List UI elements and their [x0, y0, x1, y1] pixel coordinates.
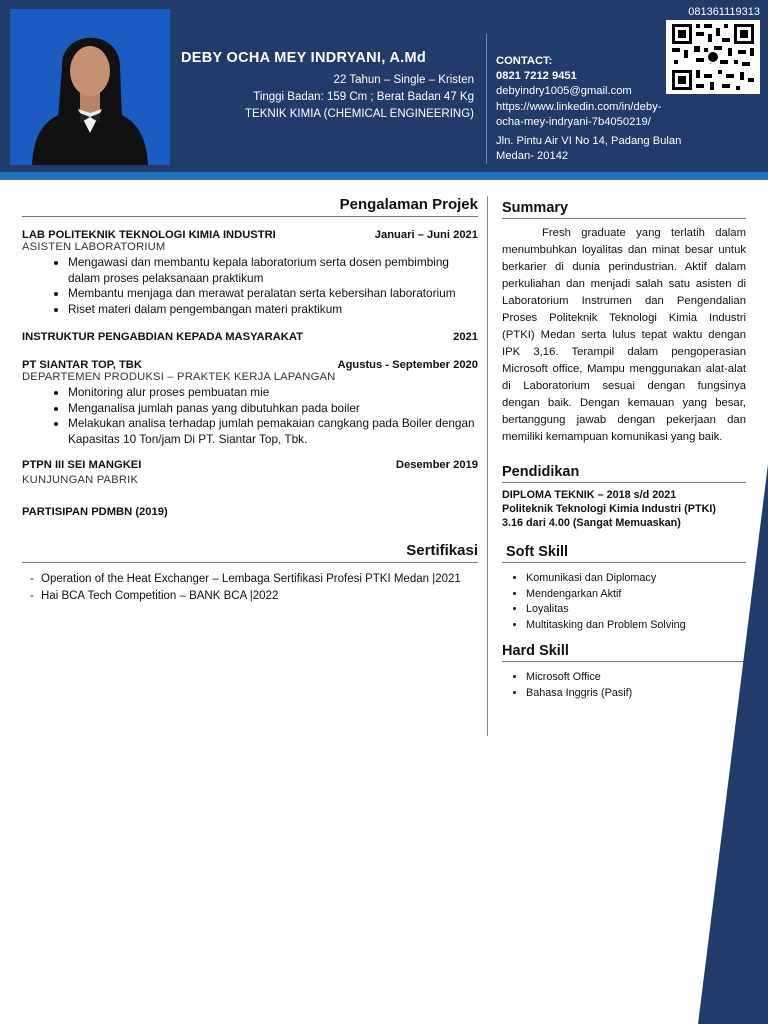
bio-block — [245, 72, 474, 123]
list-item: • Bahasa Inggris (Pasif) — [526, 686, 746, 702]
bio-line-age-status: 22 Tahun – Single – Kristen — [333, 74, 474, 86]
list-item: • Loyalitas — [526, 602, 746, 618]
corner-triangle-decoration — [698, 464, 768, 1024]
certifications-title: Sertifikasi — [22, 542, 478, 563]
education-gpa: 3.16 dari 4.00 (Sangat Memuaskan) — [502, 516, 681, 529]
column-divider — [487, 196, 488, 736]
top-phone-number: 081361119313 — [688, 6, 760, 18]
summary-title: Summary — [502, 200, 746, 219]
contact-address-2: Medan- 20142 — [496, 150, 569, 163]
list-item: • Membantu menjaga dan merawat peralatan serta kebersihan laboratorium — [68, 286, 478, 302]
summary-text: Fresh graduate yang terlatih dalam menumbuhkan loyalitas dan minat besar untuk berkarier di dunia perindustrian. Aktif dalam perkuliahan dan menjadi salah satu asisten di Laboratorium Instrumen dan Pengendalian Proses Politeknik Teknologi Kimia Industri (PTKI) Medan serta lulus tepat waktu dengan IPK 3,16. Terampil dalam pengoperasian Microsoft office, Mampu menggunakan alat-alat di Laboratorium sesuai dengan fungsinya dengan baik. Dengan kemauan yang besar, bertanggung jawab dengan pekerjaan dan memiliki kemampuan komunikasi yang baik. — [502, 227, 746, 443]
list-item: • Mengawasi dan membantu kepala laboratorium serta dosen pembimbing dalam proses pelaksanaan praktikum — [68, 255, 478, 286]
project-org: INSTRUKTUR PENGABDIAN KEPADA MASYARAKAT — [22, 331, 303, 343]
certifications-list — [22, 571, 478, 604]
list-item: • Menganalisa jumlah panas yang dibutuhkan pada boiler — [68, 401, 478, 417]
contact-email[interactable]: debyindry1005@gmail.com — [496, 85, 632, 98]
education-degree: DIPLOMA TEKNIK – 2018 s/d 2021 — [502, 489, 677, 501]
list-item: - Hai BCA Tech Competition – BANK BCA |2022 — [30, 588, 478, 605]
project-role: DEPARTEMEN PRODUKSI – PRAKTEK KERJA LAPANGAN — [22, 371, 336, 383]
contact-address-1: Jln. Pintu Air VI No 14, Padang Bulan — [496, 135, 682, 148]
project-item-header — [22, 331, 478, 343]
full-name: DEBY OCHA MEY INDRYANI, A.Md — [181, 50, 426, 66]
project-date: Januari – Juni 2021 — [374, 229, 478, 241]
qr-code-icon — [666, 20, 760, 94]
list-item: • Riset materi dalam pengembangan materi praktikum — [68, 302, 478, 318]
contact-linkedin-1[interactable]: https://www.linkedin.com/in/deby- — [496, 100, 662, 113]
bio-line-height-weight: Tinggi Badan: 159 Cm ; Berat Badan 47 Kg — [253, 91, 474, 103]
list-item: • Mendengarkan Aktif — [526, 587, 746, 603]
header-divider — [486, 34, 487, 164]
education-school: Politeknik Teknologi Kimia Industri (PTKI) — [502, 502, 716, 515]
project-role: ASISTEN LABORATORIUM — [22, 241, 166, 253]
project-item-header — [22, 229, 478, 241]
header-banner — [0, 0, 768, 172]
contact-block — [496, 54, 686, 164]
soft-skill-title: Soft Skill — [502, 544, 746, 563]
accent-stripe — [0, 172, 768, 180]
bio-line-major: TEKNIK KIMIA (CHEMICAL ENGINEERING) — [245, 108, 474, 120]
project-date: Desember 2019 — [395, 459, 478, 471]
project-org: PARTISIPAN PDMBN (2019) — [22, 506, 168, 518]
project-bullets — [22, 385, 478, 447]
list-item: • Microsoft Office — [526, 670, 746, 686]
project-date: Agustus - September 2020 — [337, 359, 478, 371]
contact-linkedin-2[interactable]: ocha-mey-indryani-7b4050219/ — [496, 115, 651, 128]
hard-skill-title: Hard Skill — [502, 643, 746, 662]
project-role: KUNJUNGAN PABRIK — [22, 474, 139, 486]
education-title: Pendidikan — [502, 464, 746, 483]
projects-title: Pengalaman Projek — [22, 196, 478, 217]
project-org: PT SIANTAR TOP, TBK — [22, 359, 142, 371]
profile-photo — [10, 9, 170, 165]
left-column — [22, 196, 478, 604]
project-org: LAB POLITEKNIK TEKNOLOGI KIMIA INDUSTRI — [22, 229, 276, 241]
contact-label: CONTACT: — [496, 55, 553, 67]
project-date: 2021 — [453, 331, 478, 343]
list-item: • Multitasking dan Problem Solving — [526, 618, 746, 634]
project-org: PTPN III SEI MANGKEI — [22, 459, 142, 471]
project-bullets — [22, 255, 478, 317]
project-item-header — [22, 459, 478, 471]
project-item-header — [22, 359, 478, 371]
project-item-header — [22, 506, 478, 518]
list-item: • Melakukan analisa terhadap jumlah pemakaian cangkang pada Boiler dengan Kapasitas 10 Ton/jam Di PT. Siantar Top, Tbk. — [68, 416, 478, 447]
list-item: • Komunikasi dan Diplomacy — [526, 571, 746, 587]
contact-phone: 0821 7212 9451 — [496, 70, 577, 83]
list-item: • Monitoring alur proses pembuatan mie — [68, 385, 478, 401]
list-item: - Operation of the Heat Exchanger – Lembaga Sertifikasi Profesi PTKI Medan |2021 — [30, 571, 478, 588]
